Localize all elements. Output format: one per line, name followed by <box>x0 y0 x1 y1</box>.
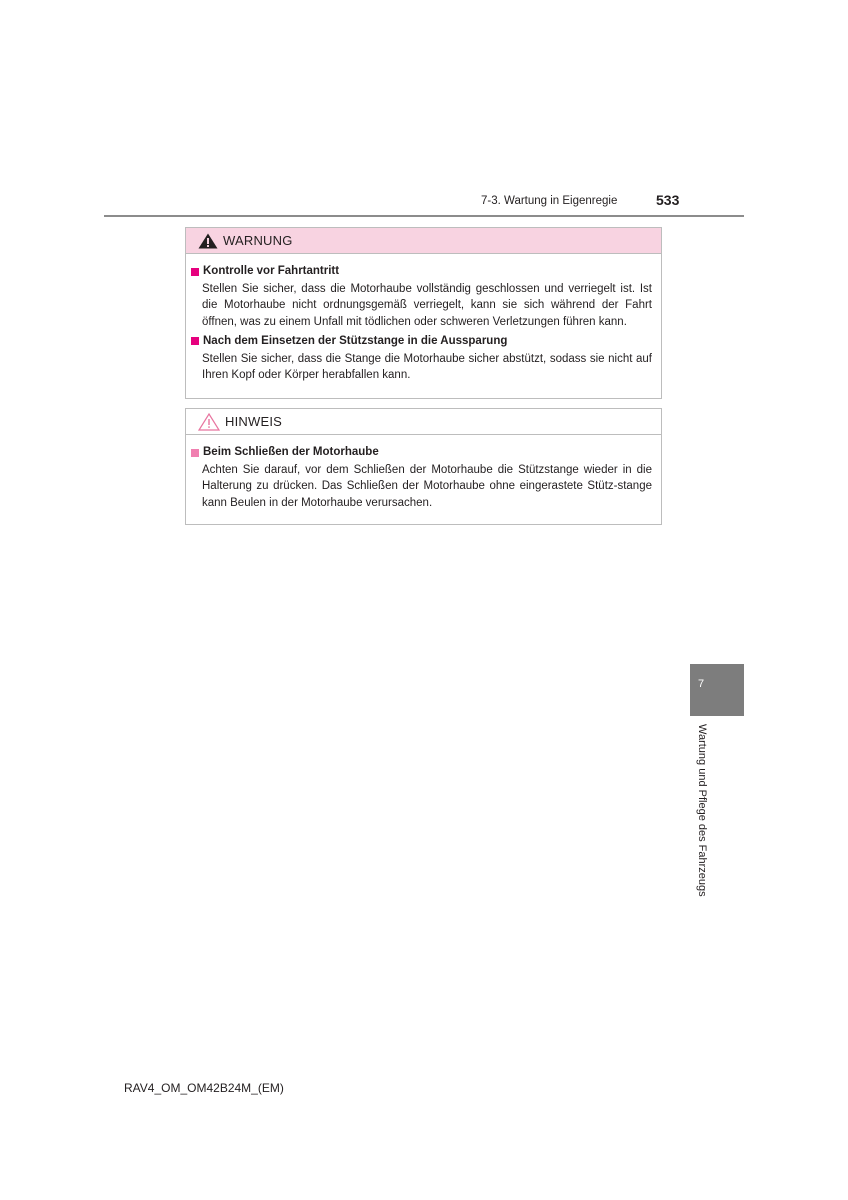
chapter-title: Wartung und Pflege des Fahrzeugs <box>696 724 708 897</box>
notice-label: HINWEIS <box>225 414 283 429</box>
notice-item-title-text: Beim Schließen der Motorhaube <box>203 446 379 458</box>
warning-item-title <box>191 334 652 349</box>
warning-item-title-text: Nach dem Einsetzen der Stützstange in die Aussparung <box>203 334 508 347</box>
chapter-tab <box>690 664 744 716</box>
warning-item-title-text: Kontrolle vor Fahrtantritt <box>203 265 340 277</box>
warning-label: WARNUNG <box>223 233 293 248</box>
caution-triangle-outline-icon <box>198 413 220 431</box>
warning-item-line: Ist die Motorhaube nicht ordnungsgemäß verriegelt, kann sie sich während der Fahrt öffnen, was zu einem Unfall mit tödlichen oder schweren Verletzungen führen kann. <box>202 283 652 328</box>
warning-item-line: Stellen Sie sicher, dass die Stange die Motorhaube sicher abstützt, sodass sie nicht auf Ihren Kopf oder Körper herabfallen kann. <box>202 352 652 382</box>
notice-box-header <box>186 409 661 435</box>
footer-code: RAV4_OM_OM42B24M_(EM) <box>124 1081 284 1095</box>
notice-item-text <box>191 462 652 511</box>
notice-item <box>191 445 652 511</box>
notice-item-line: Achten Sie darauf, vor dem Schließen der Motorhaube die Stützstange wieder in die Halterung zu drücken. Das Schließen der Motorhaube ohne eingerastete Stütz-stange kann Beulen in der Motorhaube verursachen. <box>202 464 652 509</box>
header-section-title: 7-3. Wartung in Eigenregie <box>481 195 618 207</box>
warning-item-line: Stellen Sie sicher, dass die Motorhaube vollständig geschlossen und verriegelt ist. <box>202 283 636 295</box>
warning-box-body <box>186 254 661 383</box>
warning-box <box>185 227 662 399</box>
page-number: 533 <box>656 192 680 208</box>
warning-box-header <box>186 228 661 254</box>
square-bullet-icon <box>191 268 199 276</box>
square-bullet-icon <box>191 337 199 345</box>
header-rule <box>104 215 744 217</box>
warning-triangle-icon <box>198 233 218 249</box>
notice-item-title <box>191 445 652 460</box>
notice-box <box>185 408 662 525</box>
warning-item-text <box>191 351 652 384</box>
warning-item <box>191 264 652 330</box>
warning-item-title <box>191 264 652 279</box>
warning-item-text <box>191 281 652 330</box>
square-bullet-icon <box>191 449 199 457</box>
notice-box-body <box>186 435 661 511</box>
warning-item <box>191 334 652 384</box>
chapter-number: 7 <box>698 678 705 690</box>
